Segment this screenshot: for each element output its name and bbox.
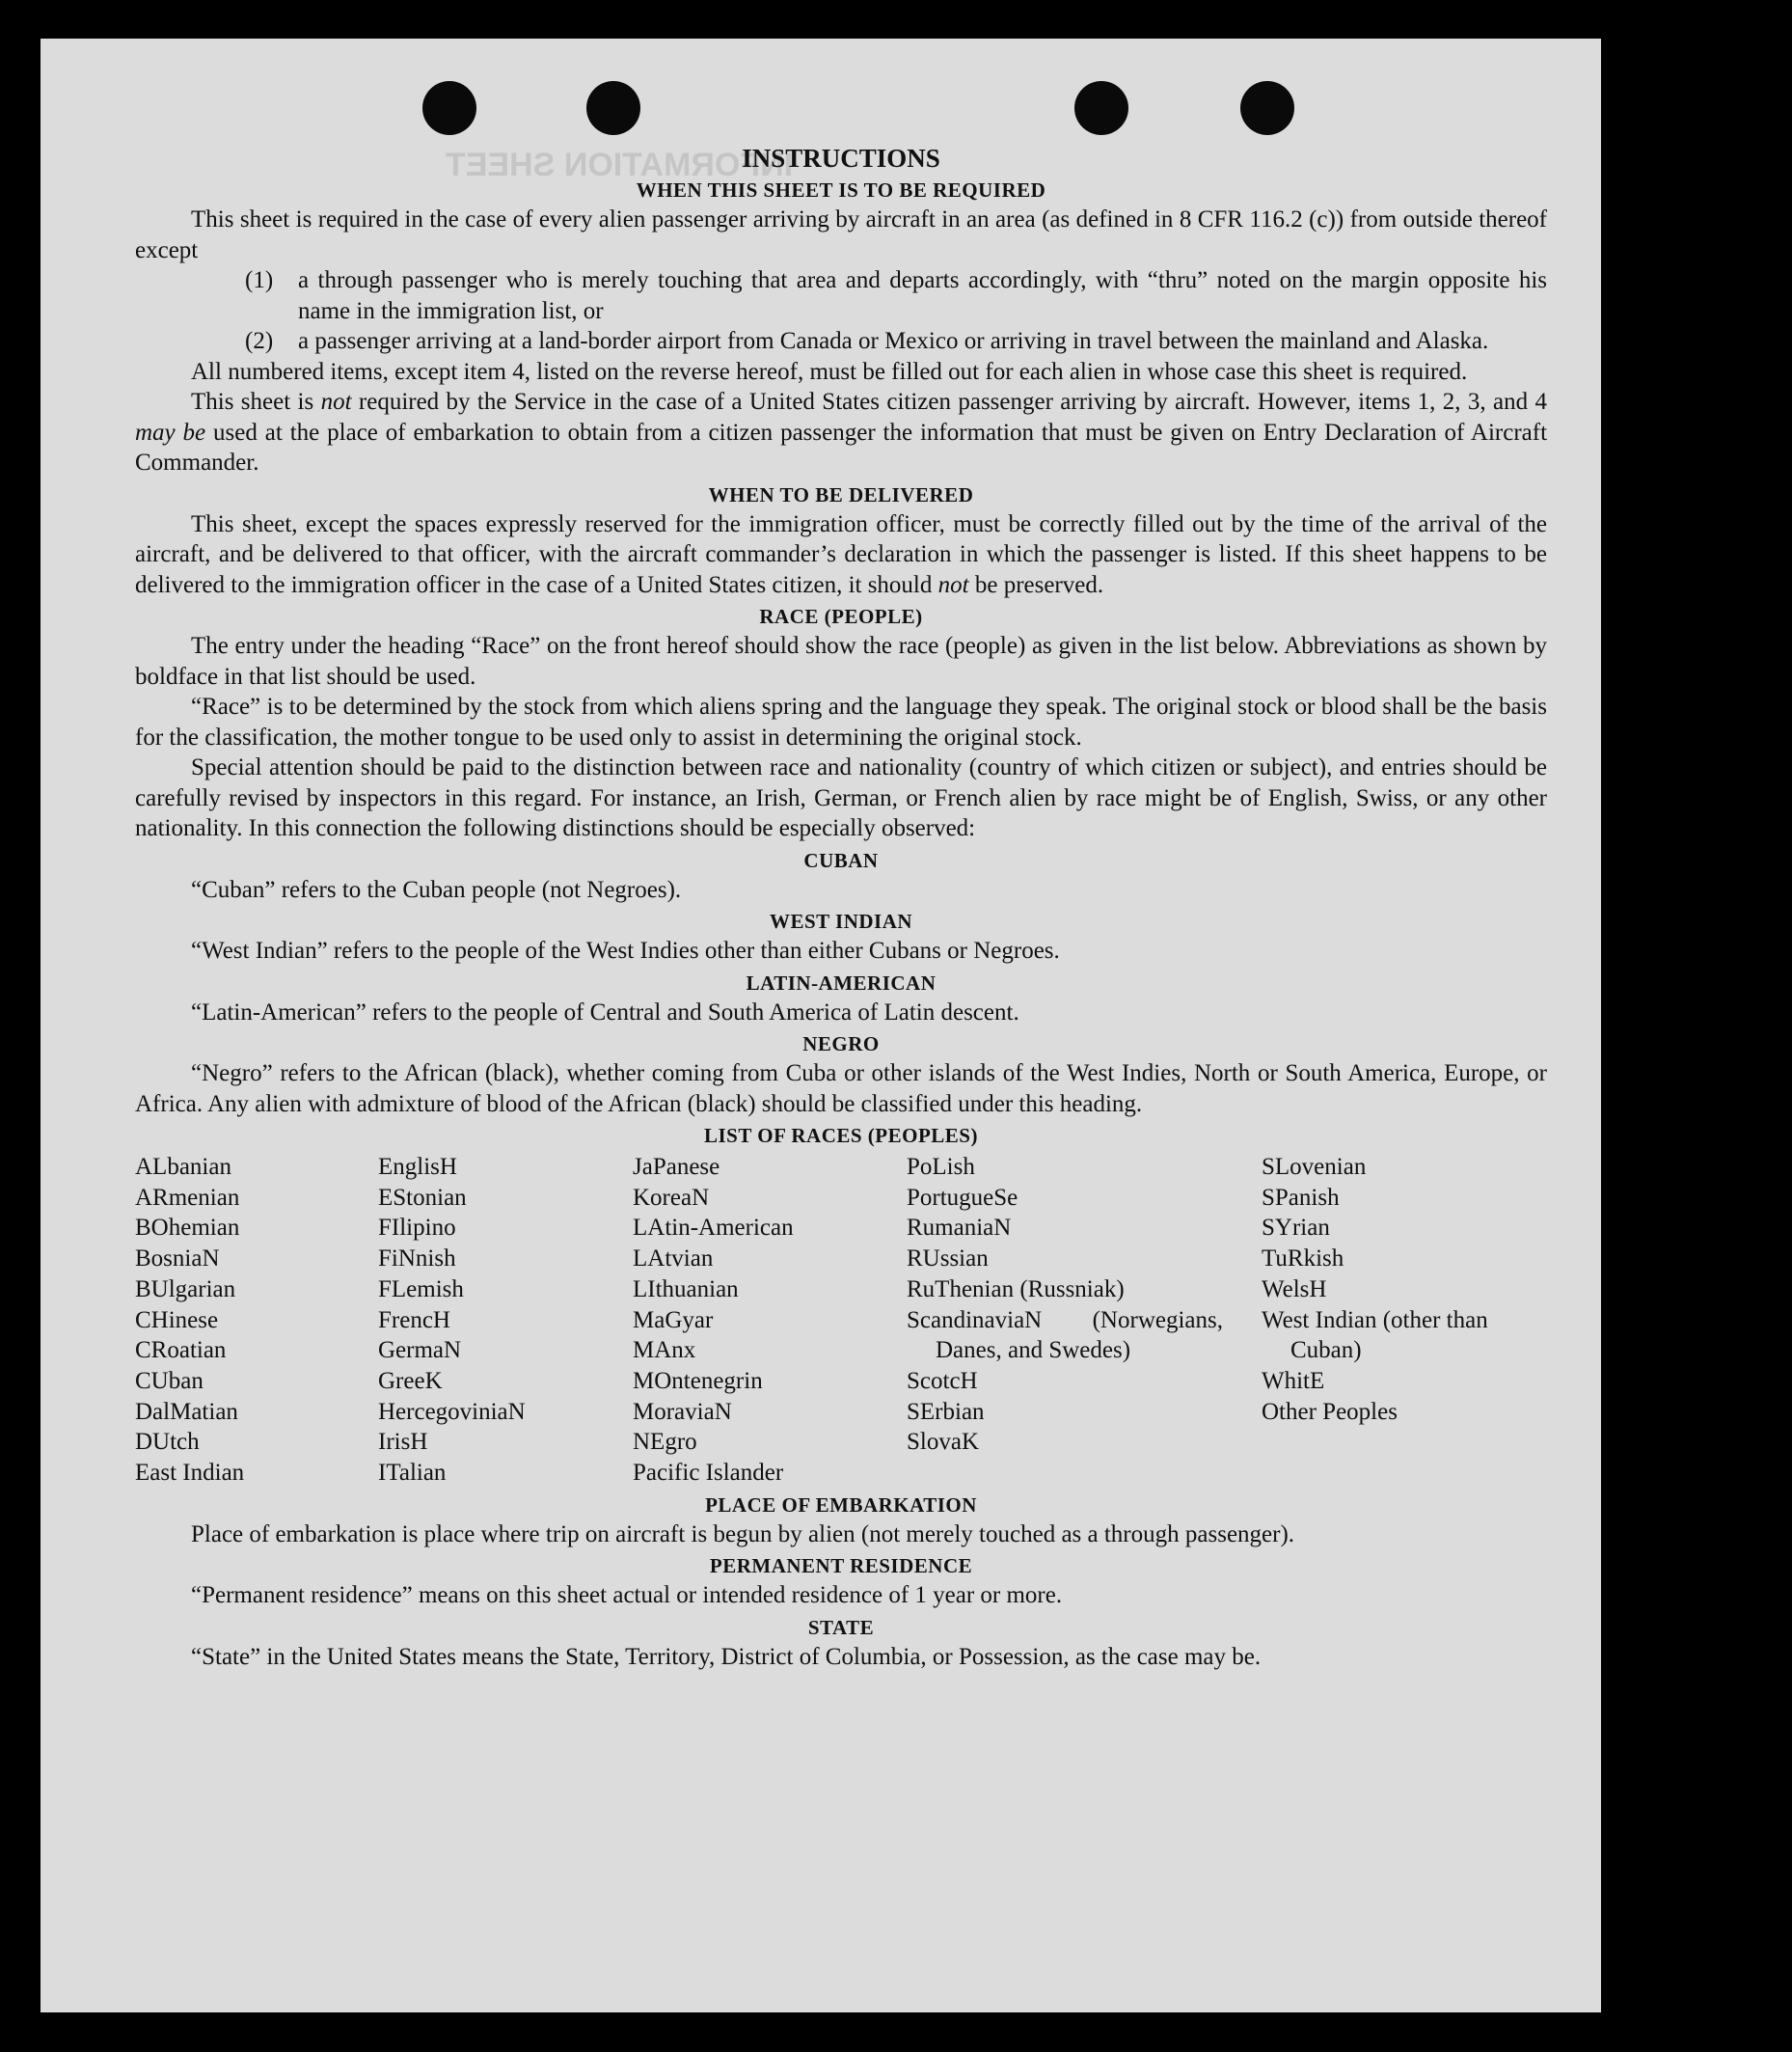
text-run: required by the Service in the case of a United States citizen passenger arriving by aircraft. However, items 1, 2, 3, and 4 (351, 389, 1547, 415)
section-heading: WHEN THIS SHEET IS TO BE REQUIRED (636, 178, 1046, 202)
race-item: FiNnish (378, 1245, 456, 1272)
race-item: GreeK (378, 1367, 443, 1394)
race-item: GermaN (378, 1337, 462, 1364)
section-heading: PERMANENT RESIDENCE (709, 1554, 973, 1578)
bleed-through-text: INFORMATION SHEET (446, 147, 794, 183)
race-item: ITalian (378, 1460, 447, 1487)
race-item: DalMatian (135, 1398, 238, 1425)
race-item: LAtvian (633, 1245, 714, 1272)
race-item: ScotcH (907, 1367, 978, 1394)
race-item: DUtch (135, 1429, 200, 1456)
paragraph: “Permanent residence” means on this sheet actual or intended residence of 1 year or more. (191, 1582, 1063, 1609)
race-item: East Indian (135, 1460, 245, 1487)
text-run: This sheet, except the spaces expressly reserved for the immigration officer, must be correctly filled out by the time of the arrival of the aircraft, and be delivered to that officer, with the aircraft commander’s declaration in which the passenger is listed. If this sheet happens to be delivered to the immigration officer in the case of a United States citizen, it should (135, 510, 1547, 598)
item-number: (1) (245, 267, 274, 293)
race-item: BOhemian (135, 1215, 240, 1242)
race-item: WhitE (1262, 1367, 1325, 1394)
race-item: FrencH (378, 1306, 450, 1333)
race-item: SErbian (907, 1398, 985, 1425)
race-item: CUban (135, 1367, 204, 1394)
paragraph: “Cuban” refers to the Cuban people (not Negroes). (191, 876, 682, 903)
page-title: INSTRUCTIONS (742, 144, 940, 173)
race-item: SPanish (1262, 1184, 1340, 1211)
section-heading: LIST OF RACES (PEOPLES) (704, 1124, 978, 1147)
section-heading: CUBAN (803, 848, 879, 872)
race-item: SYrian (1262, 1215, 1330, 1242)
emphasis: not (937, 571, 969, 598)
race-item: LAtin-American (633, 1215, 794, 1242)
paragraph: “Negro” refers to the African (black), whether coming from Cuba or other islands of the West Indies, North or South America, Europe, or Africa. Any alien with admixture of blood of the African (black) should be classified under this heading. (135, 1060, 1547, 1117)
section-heading: LATIN-AMERICAN (746, 971, 937, 995)
race-item: RUssian (907, 1245, 989, 1272)
section-heading: PLACE OF EMBARKATION (705, 1492, 977, 1517)
paragraph: Place of embarkation is place where trip on aircraft is begun by alien (not merely touched as a through passenger). (191, 1520, 1295, 1547)
race-item: EStonian (378, 1184, 467, 1211)
race-item: PortugueSe (907, 1184, 1018, 1211)
race-item: NEgro (633, 1429, 697, 1456)
race-item: JaPanese (633, 1154, 720, 1180)
race-item: FLemish (378, 1275, 464, 1302)
race-item: CHinese (135, 1306, 219, 1333)
paragraph: “State” in the United States means the State, Territory, District of Columbia, or Possession, as the case may be. (191, 1643, 1262, 1670)
races-column (633, 1152, 907, 1489)
race-item: EnglisH (378, 1154, 457, 1180)
text-run: used at the place of embarkation to obtain from a citizen passenger the information that must be given on Entry Declaration of Aircraft Commander. (135, 419, 1548, 476)
item-number: (2) (245, 328, 274, 354)
emphasis: not (320, 389, 352, 415)
race-item: MAnx (633, 1337, 696, 1364)
race-item: ScandinaviaN (Norwegians, Danes, and Swedes) (907, 1306, 1223, 1364)
paragraph: All numbered items, except item 4, listed on the reverse hereof, must be filled out for each alien in whose case this sheet is required. (191, 358, 1468, 385)
paragraph: The entry under the heading “Race” on the front hereof should show the race (people) as given in the list below. Abbreviations as shown by boldface in that list should be used. (135, 633, 1547, 690)
document-page (41, 39, 1601, 2012)
race-item: BUlgarian (135, 1275, 236, 1302)
races-column (135, 1152, 378, 1489)
punch-hole (422, 81, 476, 135)
races-column (1262, 1152, 1532, 1489)
race-item: ARmenian (135, 1184, 240, 1211)
race-item: West Indian (other than Cuban) (1262, 1306, 1488, 1364)
section-heading: RACE (PEOPLE) (759, 605, 923, 628)
races-column (378, 1152, 633, 1489)
race-item: TuRkish (1262, 1245, 1344, 1272)
race-item: CRoatian (135, 1337, 227, 1364)
race-item: RuThenian (Russniak) (907, 1275, 1125, 1302)
races-list (135, 1152, 1547, 1489)
race-item: LIthuanian (633, 1275, 739, 1302)
race-item: SlovaK (907, 1429, 979, 1456)
punch-hole (1074, 81, 1128, 135)
race-item: Other Peoples (1262, 1398, 1398, 1425)
race-item: ALbanian (135, 1154, 231, 1180)
race-item: WelsH (1262, 1275, 1327, 1302)
section-heading: STATE (807, 1615, 875, 1639)
item-text: a passenger arriving at a land-border airport from Canada or Mexico or arriving in travel between the mainland and Alaska. (298, 328, 1489, 354)
paragraph: “Race” is to be determined by the stock from which aliens spring and the language they speak. The original stock or blood shall be the basis for the classification, the mother tongue to be used only to assist in determining the original stock. (135, 694, 1547, 751)
race-item: BosniaN (135, 1245, 220, 1272)
paragraph: This sheet is required in the case of every alien passenger arriving by aircraft in an area (as defined in 8 CFR 116.2 (c)) from outside thereof except (135, 206, 1547, 263)
item-text: a through passenger who is merely touching that area and departs accordingly, with “thru” noted on the margin opposite his name in the immigration list, or (298, 267, 1547, 324)
section-heading: NEGRO (802, 1032, 880, 1055)
punch-hole (586, 81, 640, 135)
emphasis: may be (135, 419, 206, 446)
list-item (245, 265, 1547, 326)
paragraph (135, 509, 1547, 601)
race-item: MOntenegrin (633, 1367, 763, 1394)
section-heading: WEST INDIAN (769, 910, 913, 933)
instructions-body (135, 141, 1547, 1672)
race-item: Pacific Islander (633, 1460, 784, 1487)
section-heading: WHEN TO BE DELIVERED (708, 482, 974, 506)
race-item: PoLish (907, 1154, 975, 1180)
paragraph: Special attention should be paid to the distinction between race and nationality (country of which citizen or subject), and entries should be carefully revised by inspectors in this regard. For instance, an Irish, German, or French alien by race might be of English, Swiss, or any other nationality. In this connection the following distinctions should be especially observed: (135, 754, 1547, 841)
race-item: FIlipino (378, 1215, 456, 1242)
race-item: MaGyar (633, 1306, 714, 1333)
race-item: SLovenian (1262, 1154, 1367, 1180)
text-run: This sheet is (191, 389, 321, 415)
races-column (907, 1152, 1262, 1489)
paragraph: “West Indian” refers to the people of the West Indies other than either Cubans or Negroes. (191, 938, 1060, 964)
paragraph: “Latin-American” refers to the people of Central and South America of Latin descent. (191, 999, 1019, 1026)
race-item: KoreaN (633, 1184, 710, 1211)
race-item: IrisH (378, 1429, 428, 1456)
text-run: be preserved. (968, 571, 1104, 598)
paragraph (135, 387, 1547, 479)
race-item: MoraviaN (633, 1398, 732, 1425)
list-item (245, 326, 1547, 357)
punch-hole (1240, 81, 1294, 135)
race-item: HercegoviniaN (378, 1398, 526, 1425)
race-item: RumaniaN (907, 1215, 1012, 1242)
